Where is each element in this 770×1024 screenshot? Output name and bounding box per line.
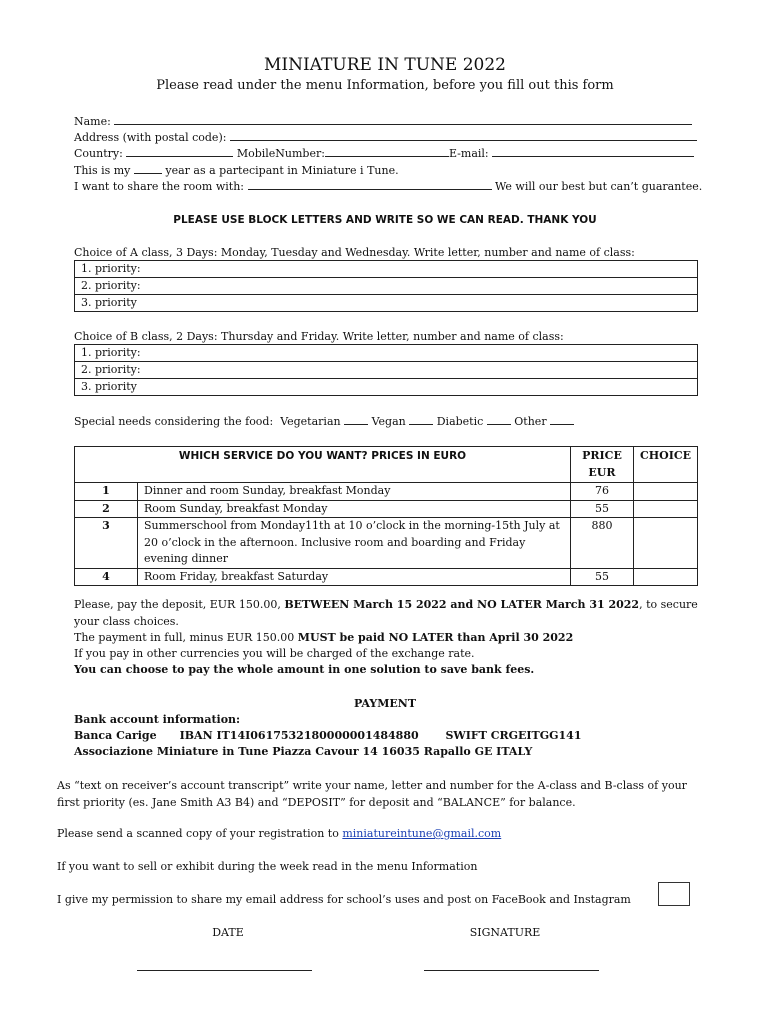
service-price: 76	[570, 483, 633, 501]
scan-text: Please send a scanned copy of your registration to	[57, 827, 343, 840]
service-number: 1	[75, 483, 138, 501]
service-choice-cell[interactable]	[633, 500, 697, 518]
service-choice-cell[interactable]	[633, 483, 697, 501]
a-class-intro: Choice of A class, 3 Days: Monday, Tuesday and Wednesday. Write letter, number and name of class:	[74, 246, 635, 259]
exhibit-note: If you want to sell or exhibit during the week read in the menu Information	[57, 860, 478, 873]
service-choice-cell[interactable]	[633, 568, 697, 586]
bank-info-label: Bank account information:	[74, 713, 241, 726]
table-row	[75, 518, 698, 569]
name-label: Name:	[74, 115, 111, 128]
price-header: PRICE EUR	[570, 447, 633, 483]
table-row[interactable]	[75, 278, 698, 295]
b-priority-3[interactable]: 3. priority	[75, 379, 698, 396]
deposit-deadline: BETWEEN March 15 2022 and NO LATER March 31 2022	[284, 598, 640, 611]
b-priority-1[interactable]: 1. priority:	[75, 345, 698, 362]
table-row	[75, 568, 698, 586]
save-fees-note: You can choose to pay the whole amount in one solution to save bank fees.	[74, 663, 535, 676]
table-row[interactable]	[75, 261, 698, 278]
a-priority-3[interactable]: 3. priority	[75, 295, 698, 312]
service-header: WHICH SERVICE DO YOU WANT? PRICES IN EURO	[75, 447, 571, 483]
b-class-table	[74, 344, 698, 396]
swift: SWIFT CRGEITGG141	[445, 729, 582, 742]
table-row[interactable]	[75, 345, 698, 362]
name-field[interactable]	[114, 114, 692, 125]
year-row	[74, 163, 399, 180]
services-table	[74, 446, 698, 586]
service-choice-cell[interactable]	[633, 518, 697, 569]
vegan-field[interactable]	[409, 414, 433, 425]
table-header-row	[75, 447, 698, 483]
bank-name: Banca Carige	[74, 729, 157, 742]
a-class-table	[74, 260, 698, 312]
full-payment-line	[74, 630, 573, 647]
table-row[interactable]	[75, 379, 698, 396]
service-description: Room Friday, breakfast Saturday	[138, 568, 571, 586]
permission-checkbox[interactable]	[658, 882, 690, 906]
food-label: Special needs considering the food:	[74, 415, 274, 428]
b-priority-2[interactable]: 2. priority:	[75, 362, 698, 379]
association-address: Associazione Miniature in Tune Piazza Cavour 14 16035 Rapallo GE ITALY	[74, 745, 533, 758]
year-field[interactable]	[134, 163, 162, 174]
service-number: 2	[75, 500, 138, 518]
year-suffix: year as a partecipant in Miniature i Tune.	[165, 164, 399, 177]
transcript-instructions: As “text on receiver’s account transcript” write your name, letter and number for the A-class and B-class of your first priority (es. Jane Smith A3 B4) and “DEPOSIT” for deposit and “BALANCE” for balance.	[57, 779, 687, 809]
permission-text: I give my permission to share my email address for school’s uses and post on FaceBook and Instagram	[57, 893, 631, 906]
date-line[interactable]	[137, 970, 312, 971]
contact-row	[74, 146, 694, 163]
scan-instructions	[57, 826, 501, 843]
payment-heading: PAYMENT	[353, 697, 417, 710]
year-prefix: This is my	[74, 164, 131, 177]
page-title: MINIATURE IN TUNE 2022	[264, 55, 506, 75]
a-priority-1[interactable]: 1. priority:	[75, 261, 698, 278]
mobile-label: MobileNumber:	[236, 147, 325, 160]
full-payment-deadline: MUST be paid NO LATER than April 30 2022	[297, 631, 574, 644]
service-number: 4	[75, 568, 138, 586]
service-price: 55	[570, 500, 633, 518]
iban: IBAN IT14I0617532180000001484880	[179, 729, 419, 742]
email-link[interactable]: miniatureintune@gmail.com	[342, 827, 502, 840]
service-price: 880	[570, 518, 633, 569]
deposit-paragraph	[74, 597, 704, 630]
deposit-text: Please, pay the deposit, EUR 150.00,	[74, 598, 285, 611]
email-label: E-mail:	[448, 147, 489, 160]
address-field[interactable]	[230, 130, 697, 141]
b-class-intro: Choice of B class, 2 Days: Thursday and Friday. Write letter, number and name of class:	[74, 330, 564, 343]
share-prefix: I want to share the room with:	[74, 180, 244, 193]
country-field[interactable]	[126, 146, 233, 157]
address-row	[74, 130, 697, 147]
currency-note: If you pay in other currencies you will be charged of the exchange rate.	[74, 647, 475, 660]
bank-details-row	[74, 728, 581, 745]
vegetarian-field[interactable]	[344, 414, 368, 425]
full-payment-text: The payment in full, minus EUR 150.00	[74, 631, 298, 644]
service-price: 55	[570, 568, 633, 586]
vegan-label: Vegan	[371, 415, 406, 428]
share-suffix: We will our best but can’t guarantee.	[495, 180, 703, 193]
mobile-field[interactable]	[325, 146, 449, 157]
other-label: Other	[514, 415, 547, 428]
food-row	[74, 414, 574, 431]
deposit-text-end: , to secure your class choices.	[74, 598, 698, 628]
service-description: Room Sunday, breakfast Monday	[138, 500, 571, 518]
date-label: DATE	[212, 926, 244, 939]
service-description: Summerschool from Monday11th at 10 o’clock in the morning-15th July at 20 o’clock in the afternoon. Inclusive room and boarding and Friday evening dinner	[138, 518, 571, 569]
block-letters-notice: PLEASE USE BLOCK LETTERS AND WRITE SO WE CAN READ. THANK YOU	[173, 214, 597, 226]
service-number: 3	[75, 518, 138, 569]
signature-line[interactable]	[424, 970, 599, 971]
email-field[interactable]	[492, 146, 694, 157]
vegetarian-label: Vegetarian	[280, 415, 341, 428]
share-row	[74, 179, 702, 196]
diabetic-field[interactable]	[487, 414, 511, 425]
table-row[interactable]	[75, 362, 698, 379]
table-row	[75, 483, 698, 501]
page-subtitle: Please read under the menu Information, before you fill out this form	[156, 78, 614, 93]
a-priority-2[interactable]: 2. priority:	[75, 278, 698, 295]
signature-label: SIGNATURE	[469, 926, 541, 939]
table-row	[75, 500, 698, 518]
service-description: Dinner and room Sunday, breakfast Monday	[138, 483, 571, 501]
address-label: Address (with postal code):	[74, 131, 227, 144]
diabetic-label: Diabetic	[436, 415, 484, 428]
other-field[interactable]	[550, 414, 574, 425]
country-label: Country:	[74, 147, 123, 160]
share-field[interactable]	[248, 179, 492, 190]
choice-header: CHOICE	[633, 447, 697, 483]
table-row[interactable]	[75, 295, 698, 312]
name-row	[74, 114, 692, 131]
